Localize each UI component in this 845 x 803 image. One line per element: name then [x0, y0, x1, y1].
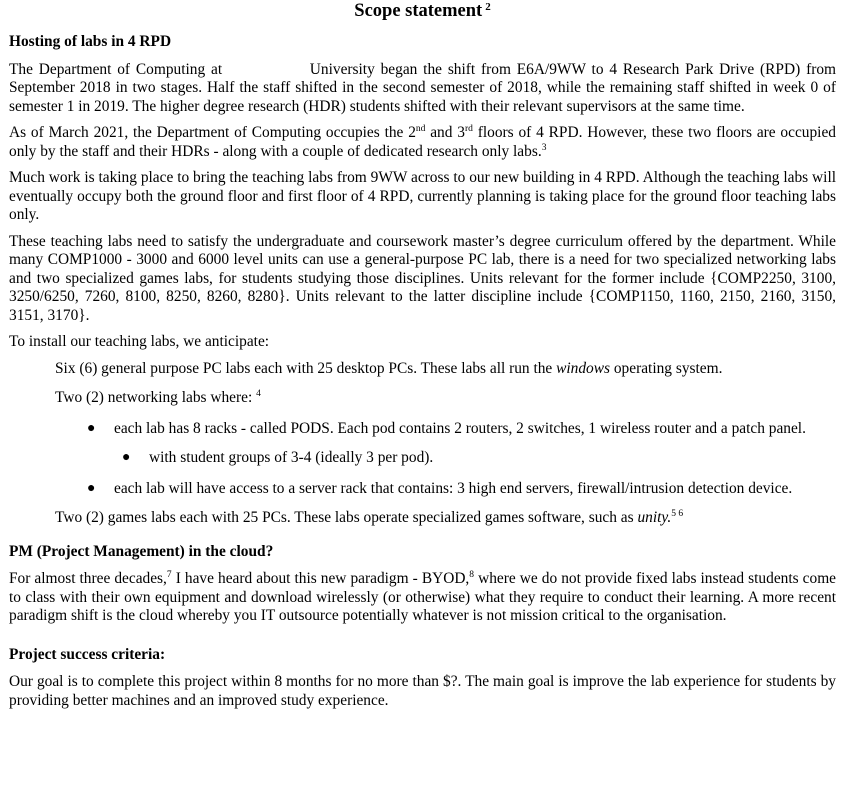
- paragraph-teaching-labs-move: Much work is taking place to bring the teaching labs from 9WW across to our new building in 4 RPD. Although the teaching labs will eventually occupy both the ground floor and first floor of 4 RPD, currently planning is taking place for the ground floor teaching labs only.: [9, 169, 836, 223]
- bullet-icon: ●: [87, 480, 96, 496]
- footnote-ref: 3: [541, 142, 547, 153]
- paragraph-text: The Department of Computing at: [9, 60, 223, 78]
- item-text: Six (6) general purpose PC labs each with 25 desktop PCs. These labs all run the: [55, 359, 557, 377]
- item-text: Two (2) networking labs where:: [55, 389, 253, 406]
- paragraph-text: For almost three decades,: [9, 570, 167, 587]
- page-title: [9, 0, 836, 22]
- item-text: Two (2) games labs each with 25 PCs. These labs operate specialized games software, such as: [55, 509, 638, 526]
- item-emphasis: windows: [556, 359, 611, 377]
- section-heading-success-criteria: Project success criteria:: [9, 645, 166, 663]
- footnote-ref: 8: [469, 570, 475, 580]
- paragraph-byod: [9, 570, 836, 626]
- item-text: with student groups of 3-4 (ideally 3 per pod).: [149, 449, 434, 466]
- ordinal-suffix: nd: [415, 124, 426, 134]
- paragraph-text: I have heard about this new paradigm - BYOD,: [171, 570, 470, 587]
- paragraph-anticipate: To install our teaching labs, we anticipate:: [9, 333, 270, 350]
- sublist-item-server-rack: [87, 479, 836, 499]
- paragraph-goal: Our goal is to complete this project within 8 months for no more than $?. The main goal is improve the lab experience for students by providing better machines and an improved study experience.: [9, 673, 836, 709]
- list-item-pc-labs: [55, 360, 836, 379]
- footnote-ref: 5 6: [671, 509, 684, 519]
- paragraph-text: As of March 2021, the Department of Computing occupies the 2: [9, 124, 416, 141]
- footnote-ref: 4: [256, 389, 261, 399]
- paragraph-curriculum: These teaching labs need to satisfy the undergraduate and coursework master’s degree curriculum offered by the department. While many COMP1000 - 3000 and 6000 level units can use a general-purpose PC lab, there is a need for two specialized networking labs and two specialized games labs, for students studying those disciplines. Units relevant for the former include {COMP2250, 3100, 3250/6250, 7260, 8100, 8250, 8260, 8280}. Units relevant to the latter discipline include {COMP1150, 1160, 2150, 2160, 3150, 3151, 3170}.: [9, 232, 836, 324]
- section-heading-pm-cloud: PM (Project Management) in the cloud?: [9, 542, 274, 560]
- paragraph-text: where we do not provide fixed labs instead students come to class with their own equipment and download wirelessly (or otherwise) what they require to conduct their learning. A more recent paradigm shift is the cloud whereby you IT outsource potentially whatever is not mission critical to the organisation.: [9, 570, 836, 624]
- list-item-games-labs: [55, 509, 836, 528]
- paragraph-text: University began the shift from E6A/9WW to 4 Research Park Drive (RPD) from September 2018 in two stages. Half the staff shifted in the second semester of 2018, while the remaining staff shifted in week 0 of semester 1 in 2019. The higher degree research (HDR) students shifted with their relevant supervisors at the same time.: [9, 60, 836, 115]
- paragraph-occupancy: [9, 124, 836, 161]
- list-item-networking-labs: [55, 389, 836, 408]
- bullet-icon: ●: [122, 450, 131, 465]
- networking-sublist: [9, 420, 836, 499]
- paragraph-hosting-intro: [9, 61, 836, 117]
- item-text: operating system.: [610, 359, 723, 377]
- title-footnote-ref: 2: [485, 1, 491, 13]
- title-text: Scope statement: [354, 1, 483, 21]
- sublist-item-racks: [87, 419, 836, 439]
- item-text: each lab has 8 racks - called PODS. Each pod contains 2 routers, 2 switches, 1 wireless router and a patch panel.: [114, 419, 806, 437]
- section-heading-hosting: Hosting of labs in 4 RPD: [9, 33, 172, 50]
- paragraph-text: and 3: [425, 124, 465, 141]
- bullet-icon: ●: [87, 420, 96, 436]
- footnote-ref: 7: [166, 570, 172, 580]
- item-emphasis: unity.: [637, 509, 672, 526]
- ordinal-suffix: rd: [464, 124, 473, 134]
- item-text: each lab will have access to a server rack that contains: 3 high end servers, firewall/intrusion detection device.: [114, 479, 793, 497]
- sublist-item-groups: [122, 449, 836, 468]
- paragraph-text: floors of 4 RPD. However, these two floors are occupied only by the staff and their HDRs - along with a couple of dedicated research only labs.: [9, 124, 836, 160]
